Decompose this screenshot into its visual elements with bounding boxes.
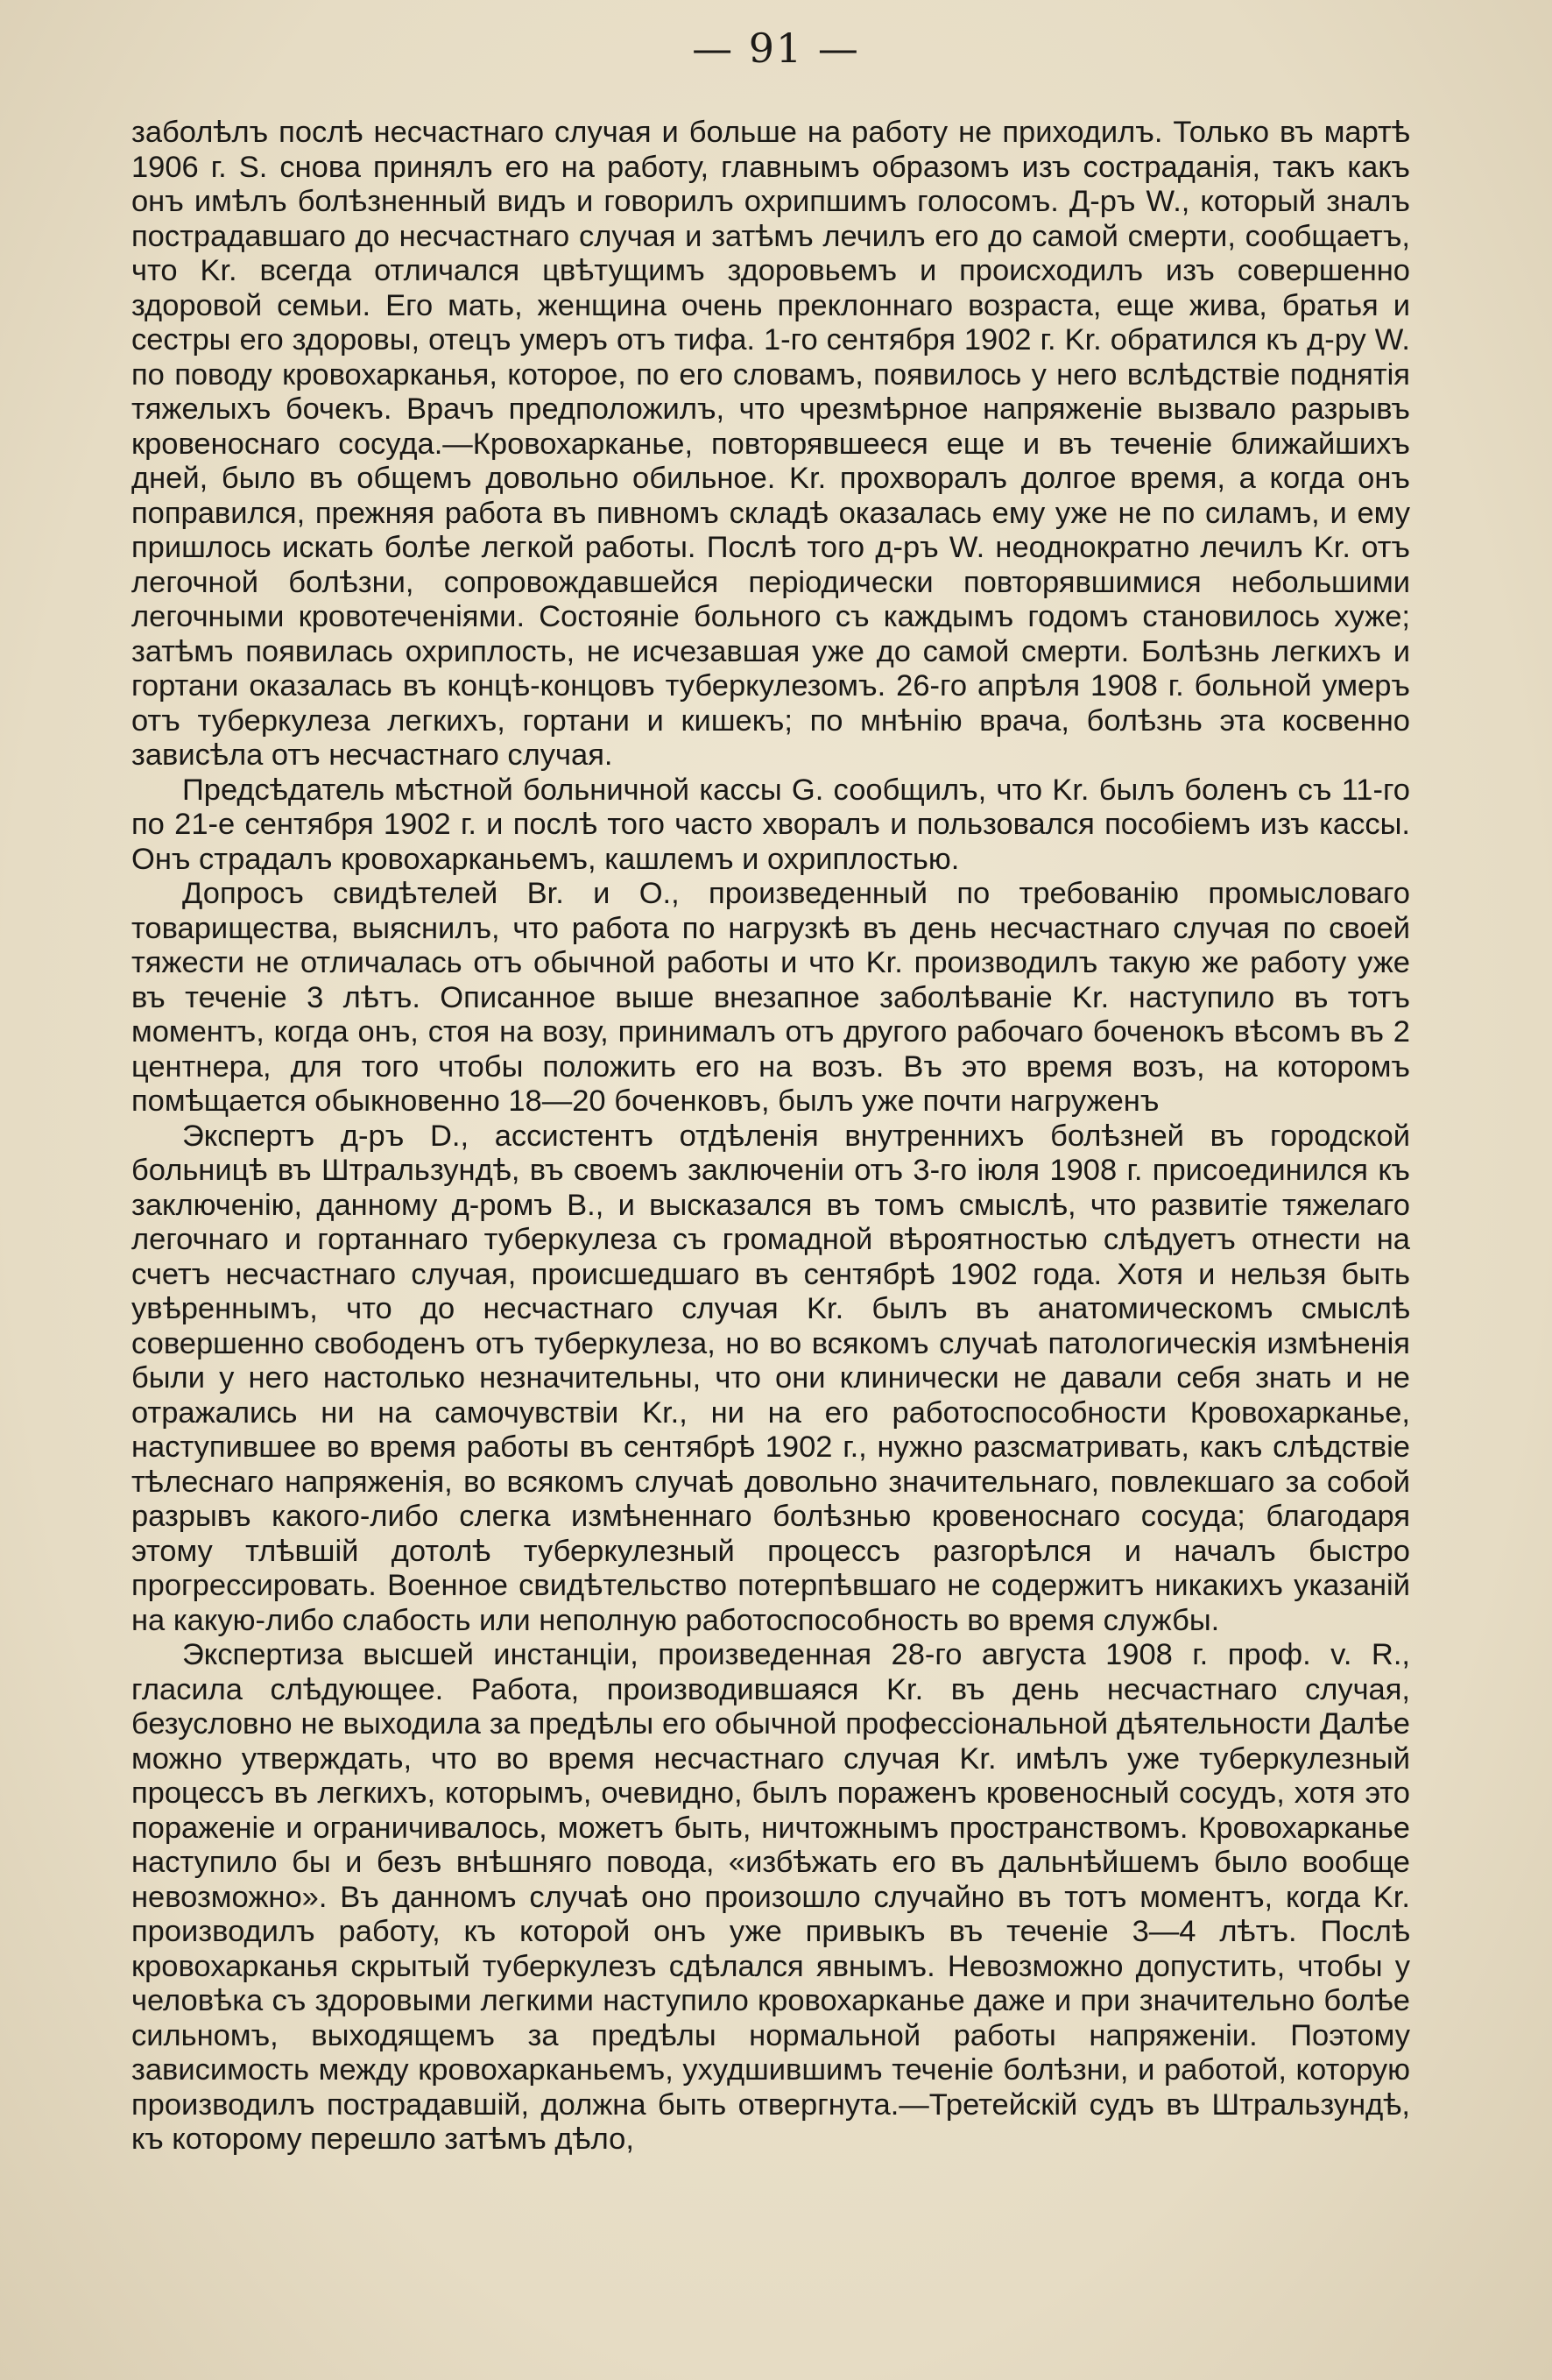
page-number: — 91 —	[692, 25, 860, 72]
paragraph-health-fund-chairman: Предсѣдатель мѣстной больничной кассы G. сообщилъ, что Kr. былъ боленъ съ 11-го по 21-е сентября 1902 г. и послѣ того часто хворалъ и пользовался пособіемъ изъ кассы. Онъ страдалъ кровохарканьемъ, кашлемъ и охриплостью.	[131, 773, 1410, 876]
paragraph-higher-instance-expertise: Экспертиза высшей инстанціи, произведенная 28-го августа 1908 г. проф. v. R., гласила слѣдующее. Работа, производившаяся Kr. въ день несчастнаго случая, безусловно не выходила за предѣлы его обычной профессіональной дѣятельности Далѣе можно утверждать, что во время несчастнаго случая Kr. имѣлъ уже туберкулезный процессъ въ легкихъ, которымъ, очевидно, былъ пораженъ кровеносный сосудъ, хотя это пораженіе и ограничивалось, можетъ быть, ничтожнымъ пространствомъ. Кровохарканье наступило бы и безъ внѣшняго повода, «избѣжать его въ дальнѣйшемъ было вообще невозможно». Въ данномъ случаѣ оно произошло случайно въ тотъ моментъ, когда Kr. производилъ работу, къ которой онъ уже привыкъ въ теченіе 3—4 лѣтъ. Послѣ кровохарканья скрытый туберкулезъ сдѣлался явнымъ. Невозможно допустить, чтобы у человѣка съ здоровыми легкими наступило кровохарканье даже и при значительно болѣе сильномъ, выходящемъ за предѣлы нормальной работы напряженіи. Поэтому зависимость между кровохарканьемъ, ухудшившимъ теченіе болѣзни, и работой, которую производилъ пострадавшій, должна быть отвергнута.—Третейскій судъ въ Штральзундѣ, къ которому перешло затѣмъ дѣло,	[131, 1638, 1410, 2156]
paragraph-continuation: заболѣлъ послѣ несчастнаго случая и больше на работу не приходилъ. Только въ мартѣ 1906 г. S. снова принялъ его на работу, главнымъ образомъ изъ состраданія, такъ какъ онъ имѣлъ болѣзненный видъ и говорилъ охрипшимъ голосомъ. Д-ръ W., который зналъ пострадавшаго до несчастнаго случая и затѣмъ лечилъ его до самой смерти, сообщаетъ, что Kr. всегда отличался цвѣтущимъ здоровьемъ и происходилъ изъ совершенно здоровой семьи. Его мать, женщина очень преклоннаго возраста, еще жива, братья и сестры его здоровы, отецъ умеръ отъ тифа. 1-го сентября 1902 г. Kr. обратился къ д-ру W. по поводу кровохарканья, которое, по его словамъ, появилось у него вслѣдствіе поднятія тяжелыхъ бочекъ. Врачъ предположилъ, что чрезмѣрное напряженіе вызвало разрывъ кровеноснаго сосуда.—Кровохарканье, повторявшееся еще и въ теченіе ближайшихъ дней, было въ общемъ довольно обильное. Kr. прохворалъ долгое время, а когда онъ поправился, прежняя работа въ пивномъ складѣ оказалась ему уже не по силамъ, и ему пришлось искать болѣе легкой работы. Послѣ того д-ръ W. неоднократно лечилъ Kr. отъ легочной болѣзни, сопровождавшейся періодически повторявшимися небольшими легочными кровотеченіями. Состояніе больного съ каждымъ годомъ становилось хуже; затѣмъ появилась охриплость, не исчезавшая уже до самой смерти. Болѣзнь легкихъ и гортани оказалась въ концѣ-концовъ туберкулезомъ. 26-го апрѣля 1908 г. больной умеръ отъ туберкулеза легкихъ, гортани и кишекъ; по мнѣнію врача, болѣзнь эта косвенно зависѣла отъ несчастнаго случая.	[131, 116, 1410, 772]
paragraph-expert-opinion: Экспертъ д-ръ D., ассистентъ отдѣленія внутреннихъ болѣзней въ городской больницѣ въ Штральзундѣ, въ своемъ заключеніи отъ 3-го іюля 1908 г. присоединился къ заключенію, данному д-ромъ B., и высказался въ томъ смыслѣ, что развитіе тяжелаго легочнаго и гортаннаго туберкулеза съ громадной вѣроятностью слѣдуетъ отнести на счетъ несчастнаго случая, происшедшаго въ сентябрѣ 1902 года. Хотя и нельзя быть увѣреннымъ, что до несчастнаго случая Kr. былъ въ анатомическомъ смыслѣ совершенно свободенъ отъ туберкулеза, но во всякомъ случаѣ патологическія измѣненія были у него настолько незначительны, что они клинически не давали себя знать и не отражались ни на самочувствіи Kr., ни на его работоспособности Кровохарканье, наступившее во время работы въ сентябрѣ 1902 г., нужно разсматривать, какъ слѣдствіе тѣлеснаго напряженія, во всякомъ случаѣ довольно значительнаго, повлекшаго за собой разрывъ какого-либо слегка измѣненнаго болѣзнью кровеноснаго сосуда; благодаря этому тлѣвшій дотолѣ туберкулезный процессъ разгорѣлся и началъ быстро прогрессировать. Военное свидѣтельство потерпѣвшаго не содержитъ никакихъ указаній на какую-либо слабость или неполную работоспособность во время службы.	[131, 1119, 1410, 1637]
body-text	[131, 116, 1410, 2158]
paragraph-witness-testimony: Допросъ свидѣтелей Br. и O., произведенный по требованію промысловаго товарищества, выяснилъ, что работа по нагрузкѣ въ день несчастнаго случая по своей тяжести не отличалась отъ обычной работы и что Kr. производилъ такую же работу уже въ теченіе 3 лѣтъ. Описанное выше внезапное заболѣваніе Kr. наступило въ тотъ моментъ, когда онъ, стоя на возу, принималъ отъ другого рабочаго боченокъ вѣсомъ въ 2 центнера, для того чтобы положить его на возъ. Въ это время возъ, на которомъ помѣщается обыкновенно 18—20 боченковъ, былъ уже почти нагруженъ	[131, 877, 1410, 1118]
